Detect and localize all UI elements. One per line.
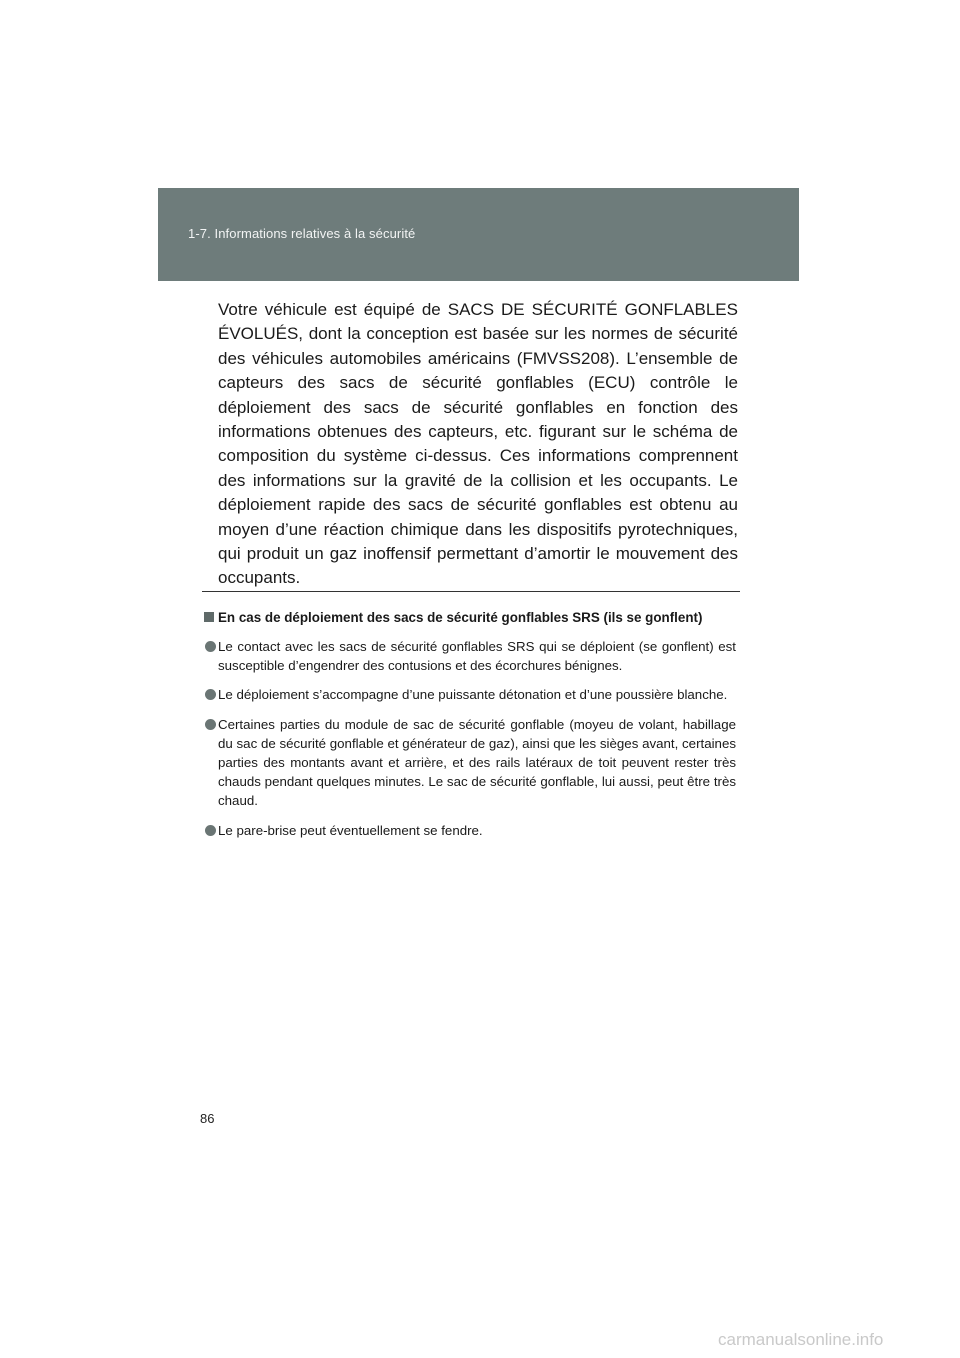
list-item-text: Le déploiement s’accompagne d’une puissante détonation et d’une poussière blanche.: [218, 687, 728, 703]
list-item-text: Le pare-brise peut éventuellement se fendre.: [218, 822, 483, 838]
section-divider: [202, 591, 740, 592]
note-heading-text: En cas de déploiement des sacs de sécurité gonflables SRS (ils se gonflent): [218, 610, 703, 625]
list-item: [202, 685, 736, 704]
circle-bullet-icon: [205, 719, 216, 730]
square-bullet-icon: [204, 612, 214, 622]
note-heading: [202, 608, 736, 627]
circle-bullet-icon: [205, 825, 216, 836]
list-item: [202, 821, 736, 840]
list-item: [202, 637, 736, 675]
list-item: [202, 715, 736, 811]
circle-bullet-icon: [205, 641, 216, 652]
note-bullet-list: [202, 637, 736, 840]
list-item-text: Le contact avec les sacs de sécurité gonflables SRS qui se déploient (se gonflent) est susceptible d’engendrer des contusions et des écorchures bénignes.: [218, 639, 736, 674]
section-header-band: [158, 188, 799, 281]
watermark: carmanualsonline.info: [718, 1330, 884, 1349]
page-number: 86: [200, 1111, 215, 1126]
notes-section: [202, 608, 736, 850]
circle-bullet-icon: [205, 689, 216, 700]
list-item-text: Certaines parties du module de sac de sécurité gonflable (moyeu de volant, habillage du sac de sécurité gonflable et générateur de gaz), ainsi que les sièges avant, certaines parties des montants avant et arrière, et des rails latéraux de toit peuvent rester très chauds pendant quelques minutes. Le sac de sécurité gonflable, lui aussi, peut être très chaud.: [218, 716, 736, 809]
section-title: 1-7. Informations relatives à la sécurité: [188, 226, 416, 241]
intro-paragraph: Votre véhicule est équipé de SACS DE SÉCURITÉ GONFLABLES ÉVOLUÉS, dont la conception est basée sur les normes de sécurité des véhicules automobiles américains (FMVSS208). L’ensemble de capteurs des sacs de sécurité gonflables (ECU) contrôle le déploiement des sacs de sécurité gonflables en fonction des informations obtenues des capteurs, etc. figurant sur le schéma de composition du système ci-dessus. Ces informations comprennent des informations sur la gravité de la collision et les occupants. Le déploiement rapide des sacs de sécurité gonflables est obtenu au moyen d’une réaction chimique dans les dispositifs pyrotechniques, qui produit un gaz inoffensif permettant d’amortir le mouvement des occupants.: [218, 300, 738, 588]
